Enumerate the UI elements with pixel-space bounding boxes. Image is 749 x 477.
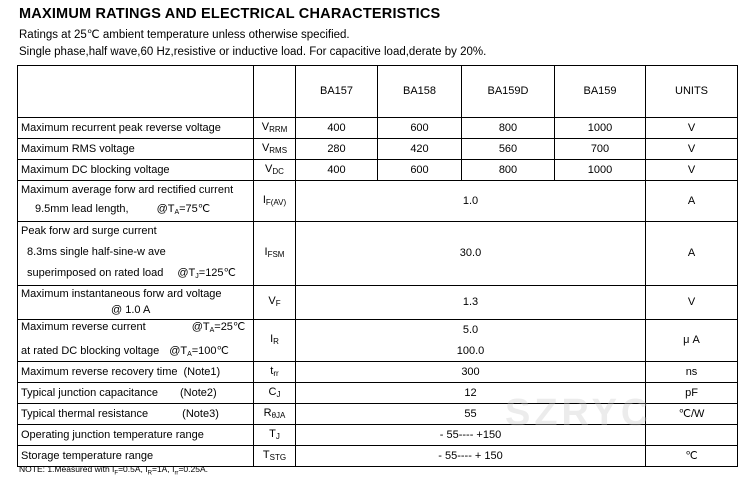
unit: ns <box>646 362 738 383</box>
param-symbol: $C_J$ <box>254 383 296 404</box>
param-desc: Peak forw ard surge current 8.3ms single half-sine-w ave superimposed on rated load $@T_J=125℃$ <box>18 222 254 286</box>
param-desc: Maximum RMS voltage <box>18 139 254 160</box>
param-symbol: $t_{rr}$ <box>254 362 296 383</box>
unit: A <box>646 222 738 286</box>
param-desc: Typical junction capacitance (Note2) <box>18 383 254 404</box>
row-vrrm <box>18 118 738 139</box>
unit: pF <box>646 383 738 404</box>
col-header-ba158: BA158 <box>378 66 462 118</box>
unit <box>646 425 738 446</box>
value-ba158: 600 <box>378 160 462 181</box>
value-ba159d: 800 <box>462 118 555 139</box>
unit: μ A <box>646 320 738 362</box>
ratings-note: Ratings at 25℃ ambient temperature unless otherwise specified. <box>19 29 350 41</box>
unit: ℃ <box>646 446 738 467</box>
value-ba157: 280 <box>296 139 378 160</box>
row-ifsm <box>18 222 738 286</box>
param-desc: Maximum reverse recovery time (Note1) <box>18 362 254 383</box>
row-vdc <box>18 160 738 181</box>
param-symbol: $V_{RRM}$ <box>254 118 296 139</box>
row-vf <box>18 286 738 320</box>
col-header-ba159: BA159 <box>555 66 646 118</box>
row-ir <box>18 320 738 362</box>
watermark: SZRYC <box>505 392 653 434</box>
param-symbol: $V_F$ <box>254 286 296 320</box>
footnote: NOTE: 1.Measured with $I_F=0.5A$, $I_R=1A$, $I_{rr}=0.25A$. <box>19 464 208 477</box>
unit: V <box>646 160 738 181</box>
unit: ℃/W <box>646 404 738 425</box>
header-row <box>18 66 738 118</box>
value-all: 30.0 <box>296 222 646 286</box>
value-ba158: 600 <box>378 118 462 139</box>
value-ba159: 1000 <box>555 118 646 139</box>
param-desc: Maximum instantaneous forw ard voltage @ 1.0 A <box>18 286 254 320</box>
value-ba159d: 800 <box>462 160 555 181</box>
row-rth <box>18 404 738 425</box>
header-blank-symbol <box>254 66 296 118</box>
param-symbol: $V_{RMS}$ <box>254 139 296 160</box>
param-desc: Maximum DC blocking voltage <box>18 160 254 181</box>
value-ba157: 400 <box>296 118 378 139</box>
param-symbol: $R_{\theta JA}$ <box>254 404 296 425</box>
unit: V <box>646 118 738 139</box>
load-note: Single phase,half wave,60 Hz,resistive or inductive load. For capacitive load,derate by 20%. <box>19 46 487 58</box>
characteristics-table <box>17 65 738 467</box>
value-all: 55 <box>296 404 646 425</box>
row-cj <box>18 383 738 404</box>
param-symbol: $I_{F(AV)}$ <box>254 181 296 222</box>
page-title: MAXIMUM RATINGS AND ELECTRICAL CHARACTERISTICS <box>19 6 441 22</box>
row-trr <box>18 362 738 383</box>
value-ba157: 400 <box>296 160 378 181</box>
header-blank <box>18 66 254 118</box>
param-symbol: $V_{DC}$ <box>254 160 296 181</box>
value-all: - 55---- +150 <box>296 425 646 446</box>
param-desc: Typical thermal resistance (Note3) <box>18 404 254 425</box>
row-ifav <box>18 181 738 222</box>
value-all: 1.0 <box>296 181 646 222</box>
value-all: 1.3 <box>296 286 646 320</box>
col-header-ba159d: BA159D <box>462 66 555 118</box>
param-symbol: $I_{FSM}$ <box>254 222 296 286</box>
unit: V <box>646 139 738 160</box>
param-desc: Maximum average forw ard rectified current 9.5mm lead length, $@T_A=75℃$ <box>18 181 254 222</box>
value-all: 300 <box>296 362 646 383</box>
value-all: 12 <box>296 383 646 404</box>
col-header-units: UNITS <box>646 66 738 118</box>
row-vrms <box>18 139 738 160</box>
unit: V <box>646 286 738 320</box>
param-desc: Storage temperature range <box>18 446 254 467</box>
value-all: - 55---- + 150 <box>296 446 646 467</box>
value-all: 5.0 100.0 <box>296 320 646 362</box>
param-desc: Maximum recurrent peak reverse voltage <box>18 118 254 139</box>
value-ba158: 420 <box>378 139 462 160</box>
param-desc: Operating junction temperature range <box>18 425 254 446</box>
param-desc: Maximum reverse current $@T_A=25℃$ at rated DC blocking voltage $@T_A=100℃$ <box>18 320 254 362</box>
value-ba159: 700 <box>555 139 646 160</box>
param-symbol: $T_J$ <box>254 425 296 446</box>
param-symbol: $I_R$ <box>254 320 296 362</box>
value-ba159: 1000 <box>555 160 646 181</box>
param-symbol: $T_{STG}$ <box>254 446 296 467</box>
unit: A <box>646 181 738 222</box>
row-tj <box>18 425 738 446</box>
col-header-ba157: BA157 <box>296 66 378 118</box>
value-ba159d: 560 <box>462 139 555 160</box>
